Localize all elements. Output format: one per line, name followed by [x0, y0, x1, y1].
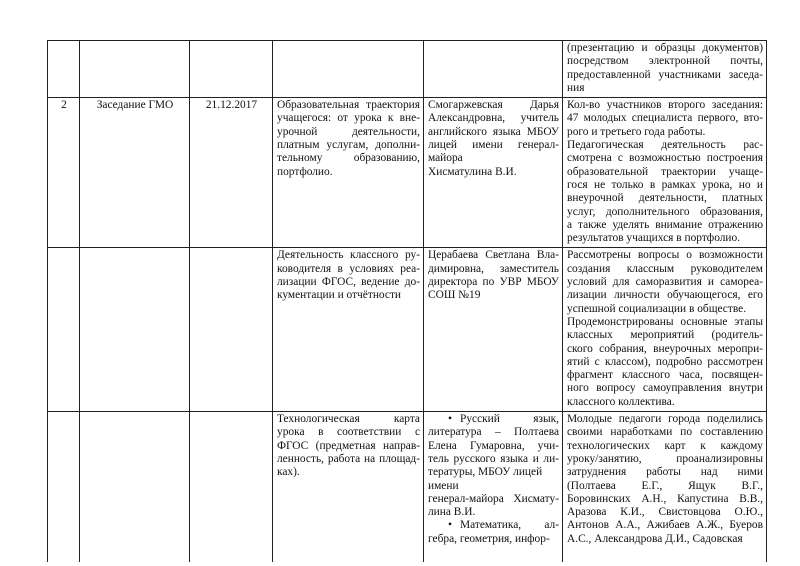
row-number-cell [48, 248, 80, 412]
date-cell [190, 248, 273, 412]
text-line: Церабаева Светлана Вла- [428, 249, 559, 262]
text-line: своими наработками по составлению [567, 426, 763, 439]
result-cell [563, 41, 767, 98]
text-line: уроку/занятию, проанализировны [567, 452, 763, 465]
text-line: внеурочной деятельности, платных [567, 192, 763, 205]
result-cell [563, 98, 767, 248]
event-cell [80, 41, 190, 98]
text-line: тель русского языка и ли- [428, 452, 559, 465]
date-cell [190, 412, 273, 562]
speaker-cell [424, 98, 563, 248]
text-line: гося не только в рамках урока, но и [567, 178, 763, 191]
text-line: ния [567, 81, 585, 94]
text-line: технологических карт к каждому [567, 439, 763, 452]
table-row [48, 41, 767, 98]
text-line: классных мероприятий (родитель- [567, 329, 763, 342]
topic-cell [273, 98, 424, 248]
topic-cell [273, 41, 424, 98]
text-line: Молодые педагоги города поделились [567, 413, 763, 426]
text-line: затруднения работы над ними [567, 466, 763, 479]
text-line: а также уделять внимание отражению [567, 218, 763, 231]
topic-cell [273, 412, 424, 562]
text-line: 47 молодых специалиста первого, вто- [567, 112, 763, 125]
text-line: (презентацию и образцы документов) [567, 42, 763, 54]
text-line: ятий с классом), подробно рассмотрен [567, 355, 763, 368]
result-cell [563, 248, 767, 412]
text-line: • Русский язык, [428, 413, 559, 426]
text-line: ках). [277, 466, 300, 479]
text-line: Хисматулина В.И. [428, 165, 517, 178]
text-line: Деятельность классного ру- [277, 249, 420, 262]
text-line: (Полтаева Е.Г., Ящук В.Г., [567, 479, 763, 492]
row-number-cell [48, 41, 80, 98]
text-line: димировна, заместитель [428, 262, 559, 275]
text-line: Рассмотрены вопросы о возможности [567, 249, 763, 262]
text-line: Боровинских А.Н., Капустина В.В., [567, 492, 763, 505]
text-line: предоставленной участниками заседа- [567, 68, 763, 81]
text-line: ного вопросу самоуправления внутри [567, 382, 763, 395]
speaker-cell [424, 248, 563, 412]
text-line: тельному образованию, [277, 152, 420, 165]
text-line: фрагмент классного часа, посвящен- [567, 369, 763, 382]
text-line: английского языка МБОУ [428, 125, 559, 138]
text-line: результатов учащихся в портфолио. [567, 232, 741, 245]
text-line: Образовательная траектория [277, 99, 420, 112]
text-line: портфолио. [277, 165, 333, 178]
date-cell: 21.12.2017 [190, 98, 273, 248]
text-line: учащегося: от урока к вне- [277, 112, 420, 125]
speaker-cell [424, 41, 563, 98]
text-line: лизации личности обучающегося, его [567, 289, 763, 302]
text-line: Антонов А.А., Ажибаев А.Ж., Буеров [567, 519, 763, 532]
date-cell [190, 41, 273, 98]
text-line: лицей имени генерал- [428, 139, 559, 152]
text-line: образовательной траектории учаще- [567, 165, 763, 178]
text-line: Педагогическая деятельность рас- [567, 139, 763, 152]
text-line: создания классным руководителем [567, 262, 763, 275]
table-row [48, 98, 767, 248]
speaker-cell [424, 412, 563, 562]
text-line: услуг, дополнительного образования, [567, 205, 763, 218]
text-line: посредством электронной почты, [567, 55, 763, 68]
text-line: Аразова К.И., Свистовцова О.Ю., [567, 506, 763, 519]
text-line: лина В.И. [428, 506, 476, 519]
text-line: кументации и отчётности [277, 289, 402, 302]
text-line: платным услугам, дополни- [277, 139, 420, 152]
text-line: ФГОС (предметная направ- [277, 439, 420, 452]
text-line: Продемонстрированы основные этапы [567, 315, 763, 328]
text-line: литература – Полтаева [428, 426, 559, 439]
event-cell [80, 412, 190, 562]
text-line: смотрена с возможностью построения [567, 152, 763, 165]
text-line: Смогаржевская Дарья [428, 99, 559, 112]
event-cell: Заседание ГМО [80, 98, 190, 248]
text-line: рого и третьего года работы. [567, 125, 706, 138]
text-line: ского собрания, внеурочных меропри- [567, 342, 763, 355]
text-line: Александровна, учитель [428, 112, 559, 125]
text-line: ленность, работа на площад- [277, 452, 420, 465]
text-line: СОШ №19 [428, 289, 481, 302]
table-row [48, 248, 767, 412]
row-number-cell: 2 [48, 98, 80, 248]
text-line: имени [428, 479, 459, 492]
text-line: • Математика, ал- [428, 519, 559, 532]
topic-cell [273, 248, 424, 412]
text-line: условий для саморазвития и самореа- [567, 276, 763, 289]
text-line: ководителя в условиях реа- [277, 262, 420, 275]
text-line: генерал-майора Хисмату- [428, 492, 559, 505]
text-line: урока в соответствии с [277, 426, 420, 439]
text-line: урочной деятельности, [277, 125, 420, 138]
text-line: майора [428, 152, 463, 165]
text-line: А.С., Александрова Д.И., Садовская [567, 532, 743, 545]
text-line: классного коллектива. [567, 395, 675, 408]
table-row [48, 412, 767, 562]
text-line: успешной социализации в обществе. [567, 302, 747, 315]
text-line: гебра, геометрия, инфор- [428, 532, 550, 545]
text-line: лизации ФГОС, ведение до- [277, 276, 420, 289]
row-number-cell [48, 412, 80, 562]
text-line: тературы, МБОУ лицей [428, 466, 543, 479]
events-table [47, 40, 767, 562]
event-cell [80, 248, 190, 412]
text-line: Елена Гумаровна, учи- [428, 439, 559, 452]
text-line: Кол-во участников второго заседания: [567, 99, 763, 112]
result-cell [563, 412, 767, 562]
text-line: Технологическая карта [277, 413, 420, 426]
text-line: директора по УВР МБОУ [428, 276, 559, 289]
